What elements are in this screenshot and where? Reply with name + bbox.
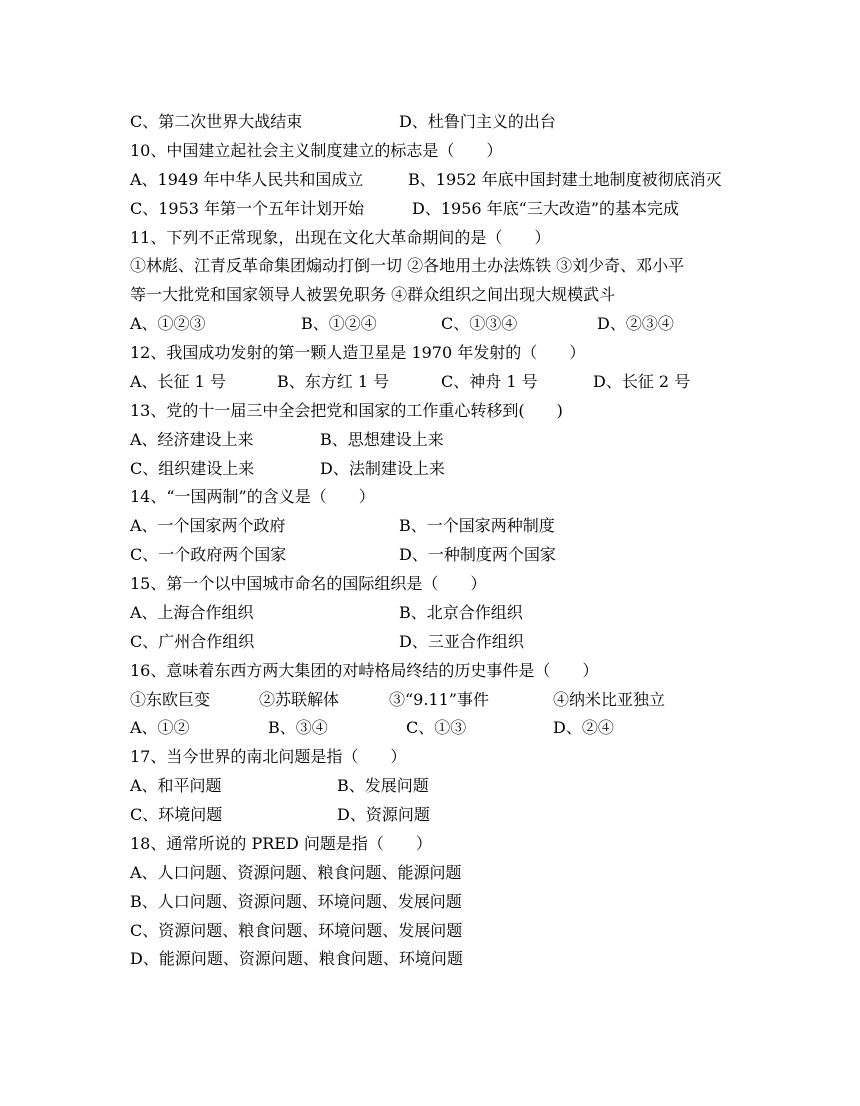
- question-11-statements-cont: 等一大批党和国家领导人被罢免职务 ④群众组织之间出现大规模武斗: [130, 285, 616, 304]
- option-a-q15: A、上海合作组织: [130, 603, 254, 622]
- option-b-q10: B、1952 年底中国封建土地制度被彻底消灭: [408, 170, 722, 189]
- option-c-q11: C、①③④: [441, 314, 518, 333]
- option-b-q18: B、人口问题、资源问题、环境问题、发展问题: [130, 892, 462, 911]
- option-a-q11: A、①②③: [130, 314, 206, 333]
- question-16-item-4: ④纳米比亚独立: [553, 690, 666, 709]
- option-d-q13: D、法制建设上来: [320, 459, 445, 478]
- question-15: 15、第一个以中国城市命名的国际组织是（ ）: [130, 574, 487, 593]
- option-a-q17: A、和平问题: [130, 776, 222, 795]
- option-a-q18: A、人口问题、资源问题、粮食问题、能源问题: [130, 863, 462, 882]
- option-d-q9: D、杜鲁门主义的出台: [399, 112, 556, 131]
- option-c-q15: C、广州合作组织: [130, 632, 255, 651]
- question-18: 18、通常所说的 PRED 问题是指（ ）: [130, 834, 432, 853]
- question-11: 11、下列不正常现象，出现在文化大革命期间的是（ ）: [130, 228, 551, 247]
- option-a-q12: A、长征 1 号: [130, 372, 226, 391]
- option-c-q9: C、第二次世界大战结束: [130, 112, 303, 131]
- question-16-item-1: ①东欧巨变: [130, 690, 211, 709]
- option-c-q18: C、资源问题、粮食问题、环境问题、发展问题: [130, 921, 463, 940]
- option-d-q11: D、②③④: [597, 314, 674, 333]
- option-b-q11: B、①②④: [301, 314, 377, 333]
- question-14: 14、“一国两制”的含义是（ ）: [130, 487, 375, 506]
- option-a-q10: A、1949 年中华人民共和国成立: [130, 170, 364, 189]
- option-c-q17: C、环境问题: [130, 805, 223, 824]
- option-d-q16: D、②④: [553, 718, 614, 737]
- option-b-q16: B、③④: [268, 718, 328, 737]
- question-17: 17、当今世界的南北问题是指（ ）: [130, 747, 407, 766]
- option-b-q13: B、思想建设上来: [320, 430, 444, 449]
- option-d-q17: D、资源问题: [337, 805, 430, 824]
- option-d-q15: D、三亚合作组织: [399, 632, 524, 651]
- option-a-q14: A、一个国家两个政府: [130, 516, 286, 535]
- question-10: 10、中国建立起社会主义制度建立的标志是（ ）: [130, 141, 503, 160]
- question-16: 16、意味着东西方两大集团的对峙格局终结的历史事件是（ ）: [130, 661, 599, 680]
- option-c-q10: C、1953 年第一个五年计划开始: [130, 199, 365, 218]
- option-b-q17: B、发展问题: [337, 776, 429, 795]
- question-16-item-2: ②苏联解体: [259, 690, 340, 709]
- option-b-q14: B、一个国家两种制度: [399, 516, 555, 535]
- option-c-q12: C、神舟 1 号: [441, 372, 538, 391]
- option-a-q13: A、经济建设上来: [130, 430, 254, 449]
- option-c-q16: C、①③: [406, 718, 467, 737]
- option-c-q13: C、组织建设上来: [130, 459, 255, 478]
- question-11-statements: ①林彪、江青反革命集团煽动打倒一切 ②各地用土办法炼铁 ③刘少奇、邓小平: [130, 256, 685, 275]
- option-b-q12: B、东方红 1 号: [277, 372, 390, 391]
- question-16-item-3: ③“9.11”事件: [389, 690, 489, 709]
- option-a-q16: A、①②: [130, 718, 190, 737]
- question-13: 13、党的十一届三中全会把党和国家的工作重心转移到( ): [130, 401, 563, 420]
- option-b-q15: B、北京合作组织: [399, 603, 523, 622]
- option-d-q10: D、1956 年底“三大改造”的基本完成: [412, 199, 679, 218]
- question-12: 12、我国成功发射的第一颗人造卫星是 1970 年发射的（ ）: [130, 343, 586, 362]
- option-c-q14: C、一个政府两个国家: [130, 545, 287, 564]
- option-d-q12: D、长征 2 号: [593, 372, 691, 391]
- option-d-q18: D、能源问题、资源问题、粮食问题、环境问题: [130, 949, 463, 968]
- option-d-q14: D、一种制度两个国家: [399, 545, 556, 564]
